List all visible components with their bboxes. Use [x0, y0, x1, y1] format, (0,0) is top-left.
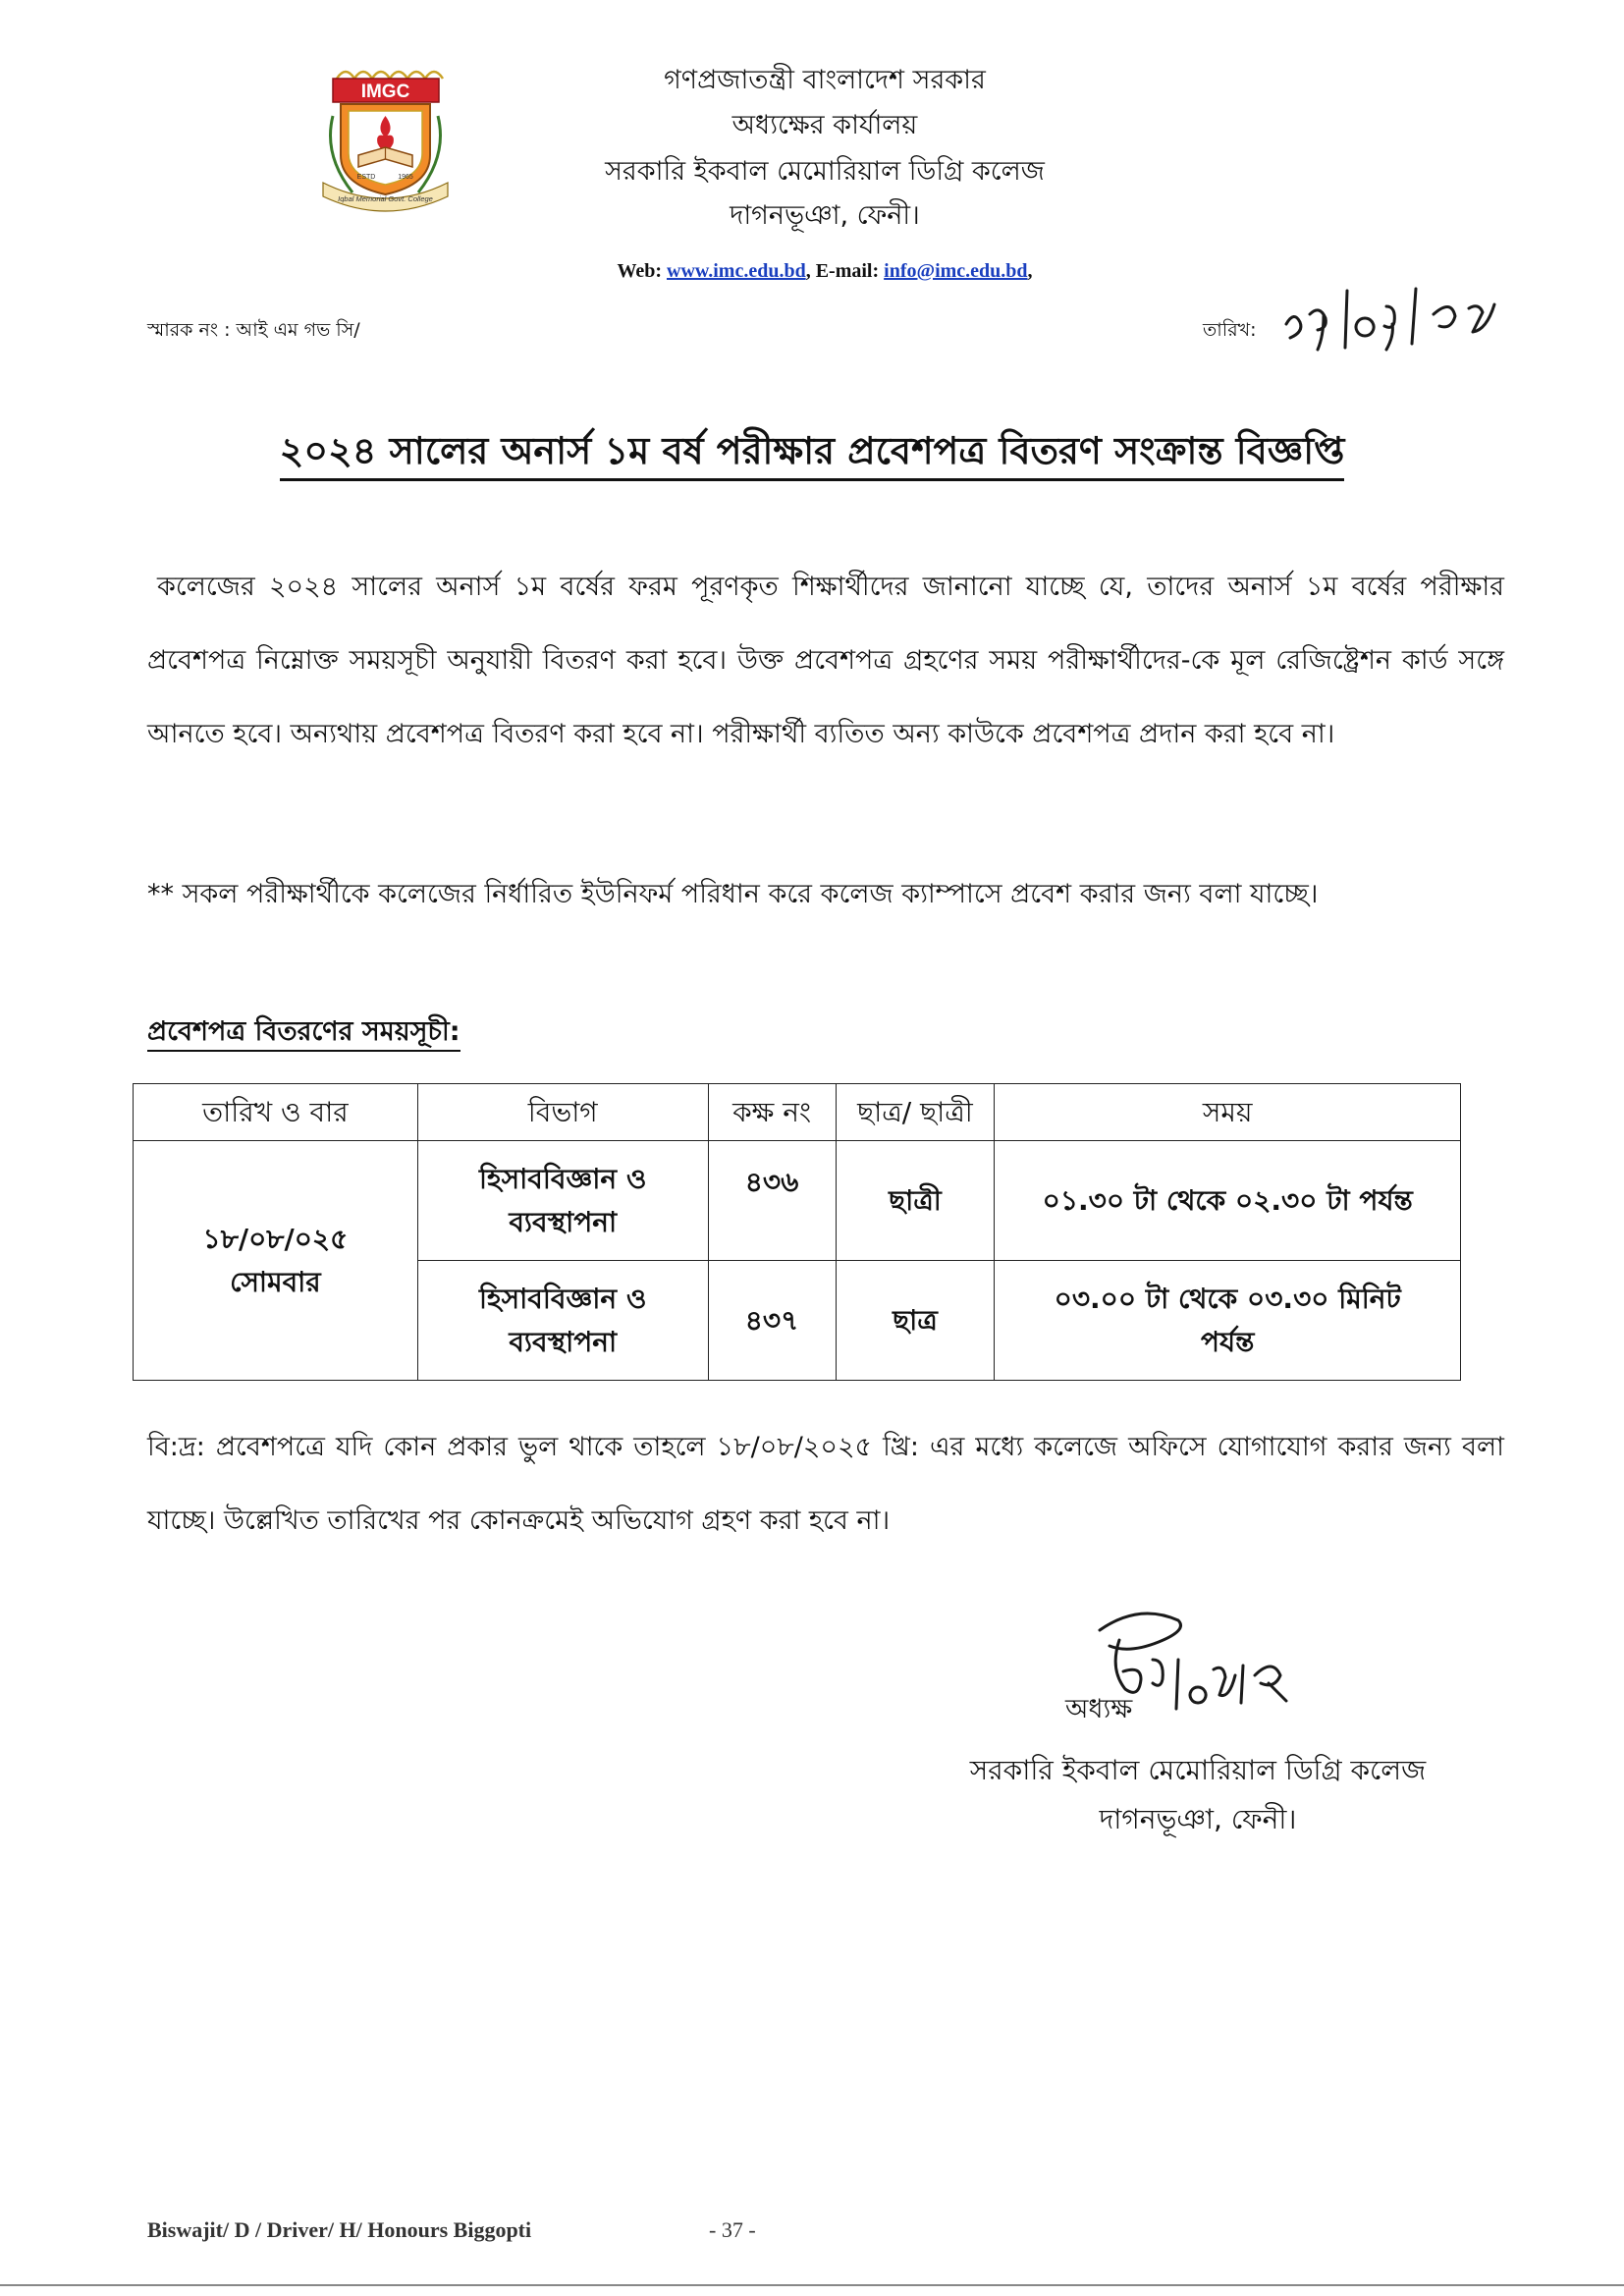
- dept-cell: হিসাববিজ্ঞান ও ব্যবস্থাপনা: [417, 1261, 708, 1381]
- memo-number: স্মারক নং : আই এম গভ সি/: [147, 319, 360, 341]
- header-college: সরকারি ইকবাল মেমোরিয়াল ডিগ্রি কলেজ: [605, 156, 1045, 187]
- col-gender: ছাত্র/ ছাত্রী: [836, 1084, 995, 1141]
- schedule-date: ১৮/০৮/০২৫: [202, 1222, 349, 1255]
- date-label: তারিখ:: [1203, 319, 1257, 341]
- email-suffix: ,: [1027, 260, 1033, 282]
- handwritten-date-signature: [1276, 285, 1551, 354]
- header-govt: গণপ্রজাতন্ত্রী বাংলাদেশ সরকার: [664, 65, 986, 95]
- header-location: দাগনভূঞা, ফেনী।: [730, 200, 920, 231]
- bottom-rule: [0, 2284, 1624, 2286]
- notice-title: [98, 422, 1526, 485]
- schedule-table: [133, 1083, 1461, 1381]
- time-cell: ০৩.০০ টা থেকে ০৩.৩০ মিনিট পর্যন্ত: [995, 1261, 1461, 1381]
- contact-line: [452, 260, 1198, 283]
- gender-cell: ছাত্রী: [836, 1141, 995, 1261]
- table-header-row: [134, 1084, 1461, 1141]
- col-date: তারিখ ও বার: [134, 1084, 418, 1141]
- notice-paragraph-2: ** সকল পরীক্ষার্থীকে কলেজের নির্ধারিত ইউনিফর্ম পরিধান করে কলেজ ক্যাম্পাসে প্রবেশ করার জন্য বলা যাচ্ছে।: [147, 879, 1319, 909]
- logo-text: IMGC: [360, 82, 410, 102]
- table-row: [134, 1141, 1461, 1261]
- time-cell: ০১.৩০ টা থেকে ০২.৩০ টা পর্যন্ত: [995, 1141, 1461, 1261]
- notice-note: বি:দ্র: প্রবেশপত্রে যদি কোন প্রকার ভুল থাকে তাহলে ১৮/০৮/২০২৫ খ্রি: এর মধ্যে কলেজে অফিসে যোগাযোগ করার জন্য বলা যাচ্ছে। উল্লেখিত তারিখের পর কোনক্রমেই অভিযোগ গ্রহণ করা হবে না।: [147, 1432, 1504, 1536]
- room-cell: ৪৩৭: [708, 1261, 836, 1381]
- room-cell: ৪৩৬: [708, 1141, 836, 1261]
- schedule-heading-text: প্রবেশপত্র বিতরণের সময়সূচী:: [147, 1016, 460, 1052]
- logo-estd: ESTD: [356, 174, 376, 181]
- logo-ribbon-text: Iqbal Memorial Govt. College: [338, 194, 433, 203]
- col-department: বিভাগ: [417, 1084, 708, 1141]
- schedule-heading: [147, 1011, 460, 1056]
- dept-cell: হিসাববিজ্ঞান ও ব্যবস্থাপনা: [417, 1141, 708, 1261]
- schedule-day: সোমবার: [230, 1265, 321, 1298]
- signatory-org: সরকারি ইকবাল মেমোরিয়াল ডিগ্রি কলেজ: [969, 1754, 1427, 1786]
- col-room: কক্ষ নং: [708, 1084, 836, 1141]
- date-day-cell: [134, 1141, 418, 1381]
- college-logo: [319, 57, 452, 212]
- email-link[interactable]: info@imc.edu.bd: [884, 260, 1028, 282]
- signatory-title: অধ্যক্ষ: [1065, 1694, 1133, 1724]
- footer-page-number: - 37 -: [709, 2217, 756, 2242]
- email-label: , E-mail:: [805, 260, 885, 282]
- web-label: Web:: [617, 260, 667, 282]
- notice-paragraph-1: কলেজের ২০২৪ সালের অনার্স ১ম বর্ষের ফরম পূরণকৃত শিক্ষার্থীদের জানানো যাচ্ছে যে, তাদের অনার্স ১ম বর্ষের পরীক্ষার প্রবেশপত্র নিম্নোক্ত সময়সূচী অনুযায়ী বিতরণ করা হবে। উক্ত প্রবেশপত্র গ্রহণের সময় পরীক্ষার্থীদের-কে মূল রেজিষ্ট্রেশন কার্ড সঙ্গে আনতে হবে। অন্যথায় প্রবেশপত্র বিতরণ করা হবে না। পরীক্ষার্থী ব্যতিত অন্য কাউকে প্রবেশপত্র প্রদান করা হবে না।: [147, 572, 1504, 749]
- gender-cell: ছাত্র: [836, 1261, 995, 1381]
- col-time: সময়: [995, 1084, 1461, 1141]
- notice-title-text: ২০২৪ সালের অনার্স ১ম বর্ষ পরীক্ষার প্রবেশপত্র বিতরণ সংক্রান্ত বিজ্ঞপ্তি: [280, 429, 1345, 481]
- footer-file-path: Biswajit/ D / Driver/ H/ Honours Biggopti: [147, 2217, 532, 2242]
- logo-year: 1965: [398, 174, 413, 181]
- header-office: অধ্যক্ষের কার্যালয়: [731, 110, 918, 140]
- website-link[interactable]: www.imc.edu.bd: [667, 260, 806, 282]
- signatory-location: দাগনভূঞা, ফেনী।: [1099, 1803, 1297, 1835]
